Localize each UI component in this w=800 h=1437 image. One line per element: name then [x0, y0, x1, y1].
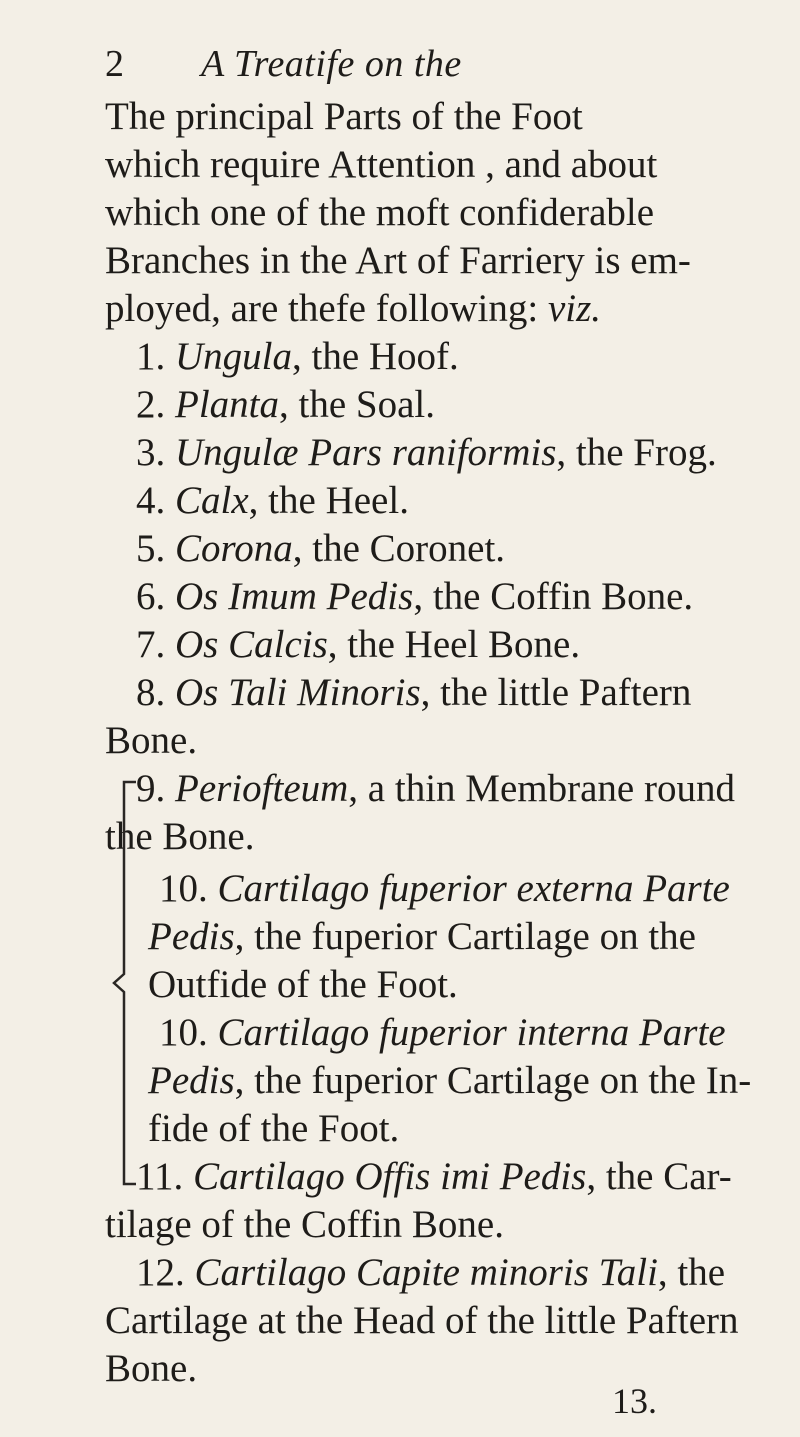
viz-abbrev: viz.	[547, 287, 602, 330]
intro-line: which one of the moft confiderable	[105, 191, 655, 234]
page-number: 2	[105, 43, 124, 85]
list-item-continuation: Outfide of the Foot.	[148, 963, 458, 1006]
list-item: 10. Cartilago fuperior externa Parte	[159, 867, 730, 910]
intro-line: ployed, are thefe following: viz.	[105, 287, 602, 330]
list-item: 8. Os Tali Minoris, the little Paftern	[136, 671, 692, 714]
intro-line: Branches in the Art of Farriery is em-	[105, 239, 691, 282]
list-item: 3. Ungulæ Pars raniformis, the Frog.	[136, 431, 717, 474]
list-item: 10. Cartilago fuperior interna Parte	[159, 1011, 726, 1054]
list-item: 2. Planta, the Soal.	[136, 383, 435, 426]
list-item-continuation: Bone.	[105, 1347, 198, 1390]
list-item-continuation: the Bone.	[105, 815, 255, 858]
intro-line: The principal Parts of the Foot	[105, 95, 583, 138]
list-item: 12. Cartilago Capite minoris Tali, the	[136, 1251, 726, 1294]
intro-line: which require Attention , and about	[105, 143, 658, 186]
running-title: A Treatife on the	[201, 43, 462, 85]
list-item: 5. Corona, the Coronet.	[136, 527, 506, 570]
list-item: 6. Os Imum Pedis, the Coffin Bone.	[136, 575, 694, 618]
list-item-continuation: Pedis, the fuperior Cartilage on the	[148, 915, 696, 958]
running-header	[105, 42, 665, 92]
list-item: 1. Ungula, the Hoof.	[136, 335, 459, 378]
catchword: 13.	[612, 1381, 657, 1421]
list-item-continuation: Pedis, the fuperior Cartilage on the In-	[148, 1059, 752, 1102]
list-item-continuation: Cartilage at the Head of the little Paftern	[105, 1299, 739, 1342]
list-item-continuation: fide of the Foot.	[148, 1107, 400, 1150]
list-item: 11. Cartilago Offis imi Pedis, the Car-	[136, 1155, 732, 1198]
list-item-continuation: tilage of the Coffin Bone.	[105, 1203, 504, 1246]
list-item-continuation: Bone.	[105, 719, 198, 762]
curly-brace-icon	[112, 778, 140, 1188]
list-item: 7. Os Calcis, the Heel Bone.	[136, 623, 581, 666]
list-item: 9. Periofteum, a thin Membrane round	[136, 767, 735, 810]
list-item: 4. Calx, the Heel.	[136, 479, 409, 522]
